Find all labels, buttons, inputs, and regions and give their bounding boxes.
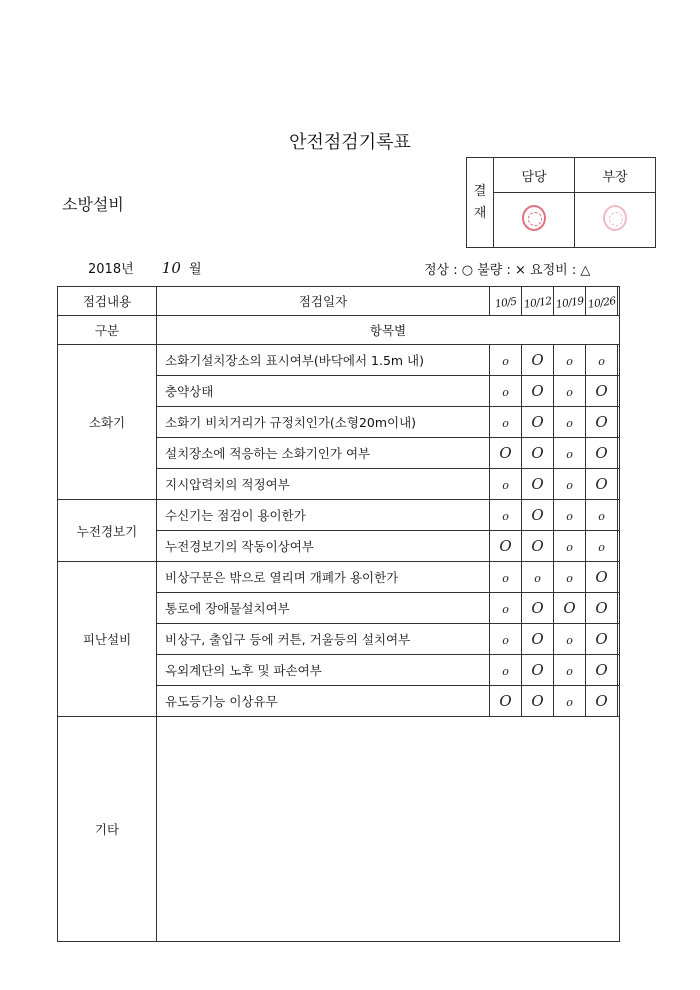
approval-side-label (467, 158, 494, 248)
inspection-table (57, 286, 620, 942)
manager-signature-cell (494, 193, 575, 248)
date-cell-4 (586, 287, 618, 316)
year-label: 2018년 (88, 262, 134, 277)
result-mark: O (531, 413, 544, 431)
check-item: 설치장소에 적응하는 소화기인가 여부 (157, 438, 490, 469)
result-mark: O (531, 692, 544, 710)
director-seal-stamp (603, 205, 627, 231)
result-mark: o (502, 664, 509, 678)
result-mark: o (566, 540, 573, 554)
check-item: 소화기설치장소의 표시여부(바닥에서 1.5m 내) (157, 345, 490, 376)
result-mark: O (595, 568, 608, 586)
result-cell (522, 376, 554, 407)
result-cell (586, 655, 618, 686)
result-mark: o (566, 571, 573, 585)
empty-cell (618, 438, 620, 469)
empty-cell (618, 376, 620, 407)
result-mark: o (566, 385, 573, 399)
other-notes-area (157, 717, 620, 942)
result-mark: o (502, 478, 509, 492)
result-mark: o (566, 354, 573, 368)
empty-cell (618, 407, 620, 438)
result-cell (586, 593, 618, 624)
result-mark: o (566, 416, 573, 430)
result-mark: o (502, 509, 509, 523)
result-cell (554, 686, 586, 717)
result-cell (490, 624, 522, 655)
empty-cell (618, 345, 620, 376)
result-mark: O (499, 537, 512, 555)
result-mark: o (534, 571, 541, 585)
empty-cell (618, 469, 620, 500)
result-cell (522, 593, 554, 624)
empty-cell (618, 500, 620, 531)
result-mark: o (566, 478, 573, 492)
empty-date-cell (618, 287, 620, 316)
result-mark: O (531, 382, 544, 400)
result-cell (586, 407, 618, 438)
result-mark: O (595, 413, 608, 431)
empty-cell (618, 655, 620, 686)
result-cell (586, 624, 618, 655)
result-cell (554, 500, 586, 531)
result-cell (522, 686, 554, 717)
result-cell (586, 438, 618, 469)
result-mark: O (595, 475, 608, 493)
empty-cell (618, 624, 620, 655)
result-mark: O (531, 351, 544, 369)
header-row-items (58, 316, 620, 345)
result-cell (490, 593, 522, 624)
check-item: 누전경보기의 작동이상여부 (157, 531, 490, 562)
group-name: 누전경보기 (58, 500, 157, 562)
other-label: 기타 (58, 717, 157, 942)
result-mark: O (595, 382, 608, 400)
check-item: 충약상태 (157, 376, 490, 407)
result-cell (586, 562, 618, 593)
manager-seal-stamp (522, 205, 546, 231)
result-mark: o (502, 416, 509, 430)
result-cell (522, 438, 554, 469)
result-mark: O (531, 506, 544, 524)
result-mark: O (499, 692, 512, 710)
group-name: 피난설비 (58, 562, 157, 717)
result-cell (490, 407, 522, 438)
director-signature-cell (575, 193, 656, 248)
result-mark: O (595, 599, 608, 617)
result-mark: O (499, 444, 512, 462)
result-cell (586, 531, 618, 562)
result-cell (490, 562, 522, 593)
date-cell-1 (490, 287, 522, 316)
table-row (58, 562, 620, 593)
result-mark: o (502, 354, 509, 368)
check-item: 통로에 장애물설치여부 (157, 593, 490, 624)
header-row-dates (58, 287, 620, 316)
result-cell (522, 624, 554, 655)
month-value: 10 (161, 259, 181, 277)
table-row (58, 500, 620, 531)
result-mark: o (598, 540, 605, 554)
date-cell-3 (554, 287, 586, 316)
result-cell (490, 438, 522, 469)
result-cell (522, 655, 554, 686)
result-cell (554, 407, 586, 438)
result-cell (554, 469, 586, 500)
date-cell-2 (522, 287, 554, 316)
result-mark: O (531, 599, 544, 617)
result-cell (554, 593, 586, 624)
legend: 정상 : ○ 불량 : × 요정비 : △ (424, 263, 591, 278)
result-cell (522, 531, 554, 562)
page-title: 안전점검기록표 (289, 132, 411, 153)
result-cell (554, 531, 586, 562)
result-mark: O (531, 537, 544, 555)
date-2: 10/12 (522, 294, 553, 311)
result-mark: o (566, 633, 573, 647)
result-cell (522, 562, 554, 593)
result-cell (586, 469, 618, 500)
other-row (58, 717, 620, 942)
empty-cell (618, 531, 620, 562)
result-cell (554, 655, 586, 686)
date-3: 10/19 (554, 294, 585, 311)
result-mark: o (566, 509, 573, 523)
result-mark: o (566, 695, 573, 709)
result-cell (554, 438, 586, 469)
result-mark: o (502, 602, 509, 616)
result-mark: o (598, 354, 605, 368)
result-mark: O (531, 661, 544, 679)
date-1: 10/5 (493, 295, 518, 310)
approval-col-director: 부장 (575, 158, 656, 193)
result-mark: O (595, 630, 608, 648)
result-mark: O (531, 444, 544, 462)
empty-cell (618, 686, 620, 717)
content-header: 점검내용 (58, 287, 157, 316)
result-cell (522, 500, 554, 531)
group-name: 소화기 (58, 345, 157, 500)
check-item: 수신기는 점검이 용이한가 (157, 500, 490, 531)
result-cell (554, 345, 586, 376)
result-cell (522, 407, 554, 438)
result-cell (554, 562, 586, 593)
result-cell (490, 469, 522, 500)
result-mark: o (502, 571, 509, 585)
table-row (58, 345, 620, 376)
result-mark: o (566, 447, 573, 461)
result-cell (490, 345, 522, 376)
result-cell (490, 500, 522, 531)
date-header: 점검일자 (157, 287, 490, 316)
empty-cell (618, 593, 620, 624)
result-mark: O (531, 630, 544, 648)
approval-side-top: 결 (473, 183, 487, 199)
approval-side-bottom: 재 (473, 205, 487, 221)
result-mark: o (598, 509, 605, 523)
result-cell (522, 345, 554, 376)
items-header: 항목별 (157, 316, 620, 345)
result-cell (522, 469, 554, 500)
result-cell (554, 376, 586, 407)
result-cell (490, 531, 522, 562)
result-cell (490, 376, 522, 407)
result-cell (490, 686, 522, 717)
check-item: 옥외계단의 노후 및 파손여부 (157, 655, 490, 686)
result-mark: O (531, 475, 544, 493)
month-label: 월 (189, 262, 202, 277)
check-item: 소화기 비치거리가 규정치인가(소형20m이내) (157, 407, 490, 438)
check-item: 비상구, 출입구 등에 커튼, 거울등의 설치여부 (157, 624, 490, 655)
result-mark: O (595, 661, 608, 679)
result-cell (554, 624, 586, 655)
result-mark: o (502, 633, 509, 647)
empty-cell (618, 562, 620, 593)
check-item: 비상구문은 밖으로 열리며 개폐가 용이한가 (157, 562, 490, 593)
approval-col-manager: 담당 (494, 158, 575, 193)
result-mark: O (563, 599, 576, 617)
category-label: 소방설비 (62, 195, 124, 214)
result-mark: O (595, 692, 608, 710)
result-cell (586, 376, 618, 407)
check-item: 유도등기능 이상유무 (157, 686, 490, 717)
period-line (88, 258, 202, 277)
result-mark: o (502, 385, 509, 399)
group-header: 구분 (58, 316, 157, 345)
result-cell (490, 655, 522, 686)
result-cell (586, 686, 618, 717)
result-mark: O (595, 444, 608, 462)
approval-box (466, 157, 656, 248)
date-4: 10/26 (586, 294, 617, 311)
result-cell (586, 500, 618, 531)
result-mark: o (566, 664, 573, 678)
check-item: 지시압력치의 적정여부 (157, 469, 490, 500)
result-cell (586, 345, 618, 376)
